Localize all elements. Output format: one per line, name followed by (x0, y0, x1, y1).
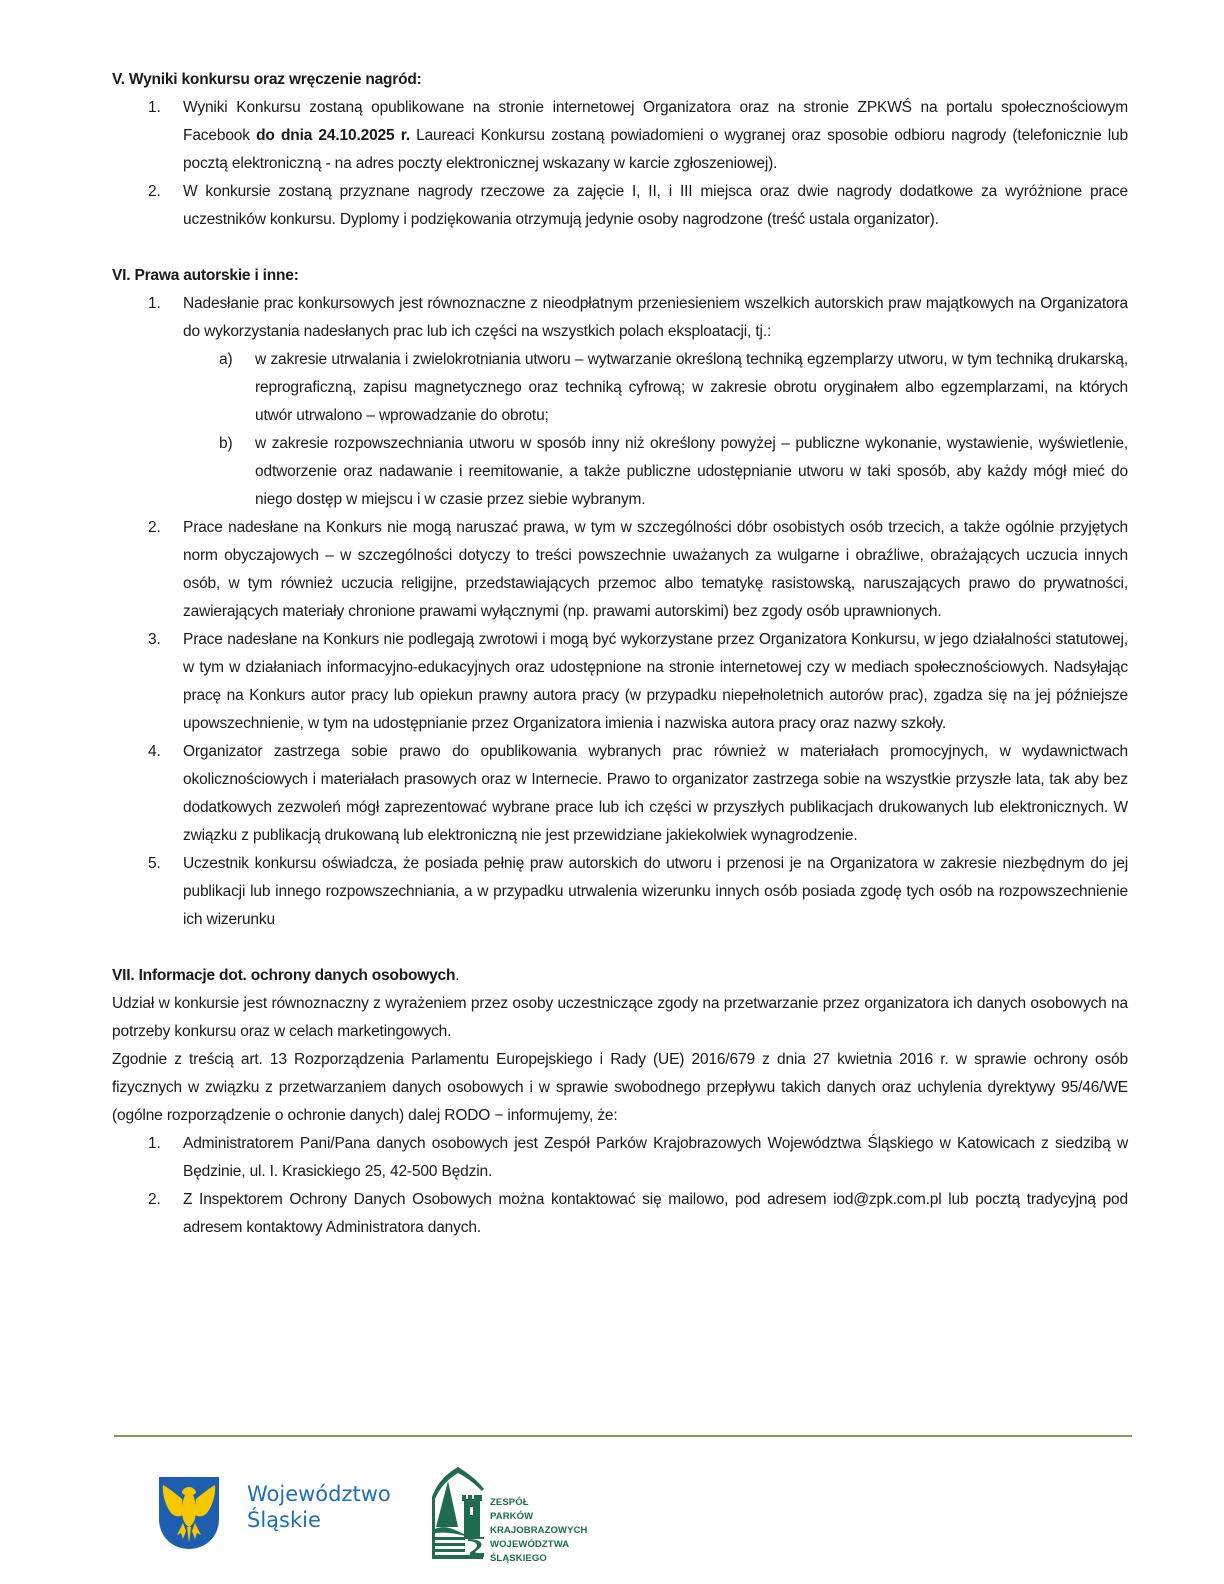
logo-line: ZESPÓŁ (490, 1497, 529, 1508)
logo-line: KRAJOBRAZOWYCH (490, 1525, 588, 1536)
sub-list-item (183, 430, 1128, 514)
item-text: Nadesłanie prac konkursowych jest równoznaczne z nieodpłatnym przeniesieniem wszelkich autorskich praw majątkowych na Organizatora do wykorzystania nadesłanych prac lub ich części na wszystkich polach eksploatacji, tj.: (183, 295, 1128, 340)
list-item (112, 1186, 1128, 1242)
list-number: 4. (148, 743, 161, 760)
section-v-list (112, 94, 1128, 234)
sub-letter: a) (219, 351, 233, 368)
logo-line: WOJEWÓDZTWA (490, 1539, 570, 1550)
park-tower-tree-emblem-icon (428, 1467, 488, 1563)
list-item (112, 178, 1128, 234)
paragraph-rodo: Zgodnie z treścią art. 13 Rozporządzenia Parlamentu Europejskiego i Rady (UE) 2016/679 z dnia 27 kwietnia 2016 r. w sprawie ochrony osób fizycznych w związku z przetwarzaniem danych osobowych i w sprawie swobodnego przepływu takich danych oraz uchylenia dyrektywy 95/46/WE (ogólne rozporządzenie o ochronie danych) dalej RODO − informujemy, że: (112, 1051, 1128, 1124)
list-item (112, 850, 1128, 934)
list-item (112, 94, 1128, 178)
section-heading-v: V. Wyniki konkursu oraz wręczenie nagród: (112, 71, 422, 88)
sub-item-text: w zakresie utrwalania i zwielokrotniania utworu – wytwarzanie określoną techniką egzemplarzy utworu, w tym techniką drukarską, reprograficzną, zapisu magnetycznego oraz techniką cyfrową; w zakresie obrotu oryginałem albo egzemplarzami, na których utwór utrwalono – wprowadzanie do obrotu; (255, 351, 1128, 424)
sub-item-text: w zakresie rozpowszechniania utworu w sposób inny niż określony powyżej – publiczne wykonanie, wystawienie, wyświetlenie, odtworzenie oraz nadawanie i reemitowanie, a także publiczne udostępnianie utworu w taki sposób, aby każdy mógł mieć do niego dostęp w miejscu i w czasie przez siebie wybranym. (255, 435, 1128, 508)
list-number: 2. (148, 519, 161, 536)
item-text: Organizator zastrzega sobie prawo do opublikowania wybranych prac również w materiałach promocyjnych, w wydawnictwach okolicznościowych i materiałach prasowych oraz w Internecie. Prawo to organizator zastrzega sobie na wszystkie przyszłe lata, tak aby bez dodatkowych zezwoleń mógł zaprezentować wybrane prace lub ich części w przyszłych publikacjach drukowanych lub elektronicznych. W związku z publikacją drukowaną lub elektroniczną nie jest przewidziane jakiekolwiek wynagrodzenie. (183, 743, 1128, 844)
logo-line: Śląskie (247, 1508, 321, 1532)
list-item (112, 738, 1128, 850)
zpkws-text (490, 1496, 587, 1566)
list-number: 1. (148, 1135, 161, 1152)
section-heading-vi: VI. Prawa autorskie i inne: (112, 267, 299, 284)
deadline-date: do dnia 24.10.2025 r. (256, 127, 410, 144)
silesian-eagle-coat-of-arms-icon (157, 1475, 221, 1551)
logo-wojewodztwo-slaskie (157, 1475, 391, 1551)
item-text: Z Inspektorem Ochrony Danych Osobowych można kontaktować się mailowo, pod adresem iod@zpk.com.pl lub pocztą tradycyjną pod adresem kontaktowy Administratora danych. (183, 1191, 1128, 1236)
item-text: Wyniki Konkursu zostaną opublikowane na stronie internetowej Organizatora oraz na stronie ZPKWŚ na portalu społecznościowym Facebook (183, 99, 1128, 144)
list-number: 1. (148, 295, 161, 312)
item-text: W konkursie zostaną przyznane nagrody rzeczowe za zajęcie I, II, i III miejsca oraz dwie nagrody dodatkowe za wyróżnione prace uczestników konkursu. Dyplomy i podziękowania otrzymują jedynie osoby nagrodzone (treść ustala organizator). (183, 183, 1128, 228)
section-vii-list (112, 1130, 1128, 1242)
sub-letter: b) (219, 435, 233, 452)
wojewodztwo-slaskie-text (247, 1481, 391, 1533)
list-item (112, 626, 1128, 738)
spacer (112, 234, 1128, 262)
logo-zespol-parkow-krajobrazowych (428, 1467, 587, 1566)
list-item (112, 1130, 1128, 1186)
item-text: Administratorem Pani/Pana danych osobowych jest Zespół Parków Krajobrazowych Województwa Śląskiego w Katowicach z siedzibą w Będzinie, ul. I. Krasickiego 25, 42-500 Będzin. (183, 1135, 1128, 1180)
list-number: 5. (148, 855, 161, 872)
section-heading-text: VII. Informacje dot. ochrony danych osobowych (112, 967, 456, 984)
logo-line: PARKÓW (490, 1511, 534, 1522)
logo-line: ŚLĄSKIEGO (490, 1553, 547, 1564)
document-page (112, 66, 1128, 1242)
list-number: 3. (148, 631, 161, 648)
list-number: 2. (148, 183, 161, 200)
paragraph-consent: Udział w konkursie jest równoznaczny z wyrażeniem przez osoby uczestniczące zgody na przetwarzanie przez organizatora ich danych osobowych na potrzeby konkursu oraz w celach marketingowych. (112, 995, 1128, 1040)
list-item (112, 290, 1128, 514)
footer-divider (114, 1435, 1132, 1437)
list-item (112, 514, 1128, 626)
section-heading-vii (112, 962, 1128, 990)
heading-period: . (455, 967, 460, 984)
item-text: Uczestnik konkursu oświadcza, że posiada pełnię praw autorskich do utworu i przenosi je na Organizatora w zakresie niezbędnym do jej publikacji lub innego rozpowszechniania, a w przypadku utrwalenia wizerunku innych osób posiada zgodę tych osób na rozpowszechnienie ich wizerunku (183, 855, 1128, 928)
item-text: Laureaci Konkursu zostaną powiadomieni o wygranej oraz sposobie odbioru nagrody (telefonicznie lub pocztą elektroniczną - na adres poczty elektronicznej wskazany w karcie zgłoszeniowej). (183, 127, 1128, 172)
spacer (112, 934, 1128, 962)
list-number: 2. (148, 1191, 161, 1208)
sub-list-item (183, 346, 1128, 430)
section-vi-list (112, 290, 1128, 934)
item-text: Prace nadesłane na Konkurs nie mogą naruszać prawa, w tym w szczególności dóbr osobistych osób trzecich, a także ogólnie przyjętych norm obyczajowych – w szczególności dotyczy to treści powszechnie uważanych za wulgarne i obraźliwe, obrażających uczucia innych osób, w tym również uczucia religijne, przedstawiających przemoc albo tematykę rasistowską, naruszających prawo do prywatności, zawierających materiały chronione prawami wyłącznymi (np. prawami autorskimi) bez zgody osób uprawnionych. (183, 519, 1128, 620)
list-number: 1. (148, 99, 161, 116)
logo-line: Województwo (247, 1482, 391, 1506)
item-text: Prace nadesłane na Konkurs nie podlegają zwrotowi i mogą być wykorzystane przez Organizatora Konkursu, w jego działalności statutowej, w tym w działaniach informacyjno-edukacyjnych oraz udostępnione na stronie internetowej czy w mediach społecznościowych. Nadsyłając pracę na Konkurs autor pracy lub opiekun prawny autora pracy (w przypadku niepełnoletnich autorów prac), zgadza się na jej późniejsze upowszechnienie, w tym na udostępnianie przez Organizatora imienia i nazwiska autora pracy oraz nazwy szkoły. (183, 631, 1128, 732)
